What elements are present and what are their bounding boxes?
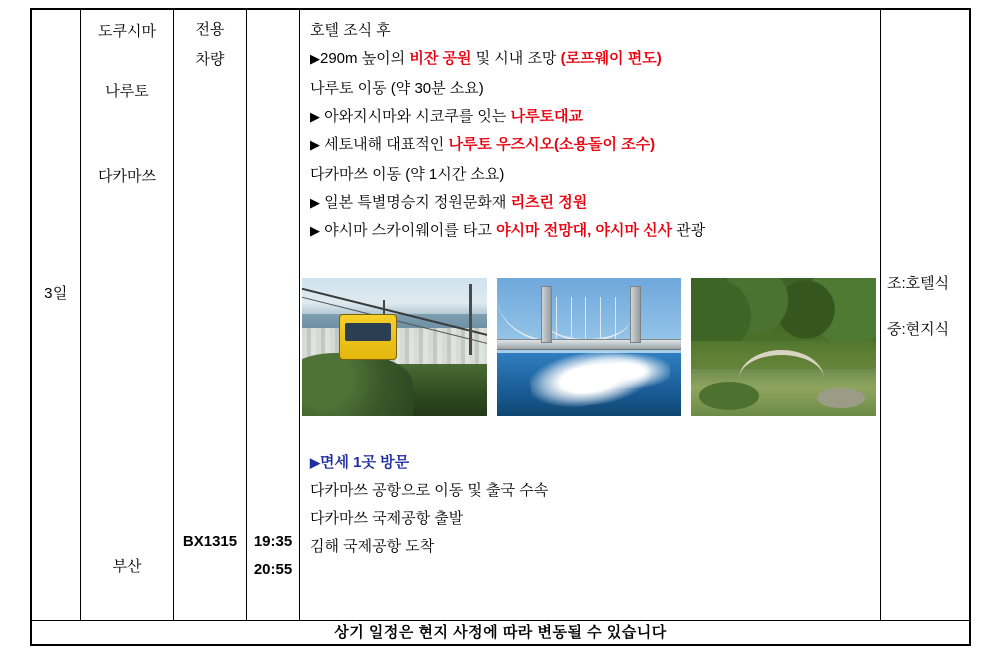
schedule-text: 다카마쓰 공항으로 이동 및 출국 수속 <box>310 482 549 499</box>
schedule-text: 세토내해 대표적인 <box>320 136 449 153</box>
meal-cell <box>881 9 971 621</box>
meal-breakfast: 조:호텔식 <box>887 275 950 292</box>
place-cell <box>81 9 174 621</box>
schedule-line-4 <box>310 104 583 130</box>
bullet-icon: ▶ <box>310 51 320 66</box>
schedule-line-6 <box>310 162 504 188</box>
schedule-text: 나루토 이동 (약 30분 소요) <box>310 80 484 97</box>
schedule-line-1 <box>310 18 391 44</box>
schedule-highlight: 면세 1곳 방문 <box>320 454 410 471</box>
schedule-line-12 <box>310 534 434 560</box>
bizan-ropeway-photo <box>302 278 487 416</box>
naruto-bridge-photo <box>497 278 682 416</box>
ritsurin-garden-photo <box>691 278 876 416</box>
bullet-icon: ▶ <box>310 137 320 152</box>
schedule-text: 호텔 조식 후 <box>310 22 391 39</box>
schedule-text: 관광 <box>672 222 706 239</box>
schedule-highlight: 비잔 공원 <box>409 50 472 67</box>
schedule-line-2 <box>310 46 662 72</box>
time-cell <box>247 9 300 621</box>
transport-line-1: 전용 <box>195 21 225 38</box>
flight-code: BX1315 <box>182 533 238 550</box>
schedule-line-8 <box>310 218 705 244</box>
bullet-icon: ▶ <box>310 223 320 238</box>
schedule-line-7 <box>310 190 587 216</box>
schedule-text: 다카마쓰 국제공항 출발 <box>310 510 464 527</box>
place-item-4: 부산 <box>112 558 142 575</box>
schedule-highlight: (로프웨이 편도) <box>560 50 662 67</box>
schedule-highlight: 야시마 전망대, 야시마 신사 <box>496 222 673 239</box>
schedule-text: 일본 특별명승지 정원문화재 <box>320 194 511 211</box>
transport-cell <box>174 9 247 621</box>
schedule-cell <box>300 9 881 621</box>
schedule-highlight: 나루토대교 <box>510 108 584 125</box>
footer-row <box>31 621 970 645</box>
day-label: 3일 <box>44 285 68 302</box>
schedule-text: 아와지시마와 시코쿠를 잇는 <box>320 108 511 125</box>
departure-time: 19:35 <box>253 533 293 550</box>
itinerary-row <box>31 9 970 621</box>
place-item-2: 나루토 <box>105 83 149 100</box>
itinerary-table <box>30 8 971 646</box>
day-cell <box>31 9 81 621</box>
arrival-time: 20:55 <box>253 561 293 578</box>
schedule-line-11 <box>310 506 463 532</box>
schedule-highlight: 나루토 우즈시오(소용돌이 조수) <box>448 136 656 153</box>
place-item-1: 도쿠시마 <box>98 23 156 40</box>
schedule-text: 김해 국제공항 도착 <box>310 538 435 555</box>
schedule-line-9 <box>310 450 409 476</box>
schedule-line-10 <box>310 478 548 504</box>
bullet-icon: ▶ <box>310 455 320 470</box>
place-item-3: 다카마쓰 <box>98 168 156 185</box>
schedule-text: 290m 높이의 <box>320 50 410 67</box>
schedule-text: 다카마쓰 이동 (약 1시간 소요) <box>310 166 505 183</box>
schedule-text: 야시마 스카이웨이를 타고 <box>320 222 497 239</box>
schedule-line-5 <box>310 132 655 158</box>
photo-strip <box>302 278 876 416</box>
bullet-icon: ▶ <box>310 195 320 210</box>
bullet-icon: ▶ <box>310 109 320 124</box>
transport-line-2: 차량 <box>195 51 225 68</box>
schedule-highlight: 리츠린 정원 <box>510 194 588 211</box>
footer-notice: 상기 일정은 현지 사정에 따라 변동될 수 있습니다 <box>31 621 970 645</box>
meal-lunch: 중:현지식 <box>887 321 950 338</box>
schedule-text: 및 시내 조망 <box>471 50 561 67</box>
schedule-line-3 <box>310 76 484 102</box>
